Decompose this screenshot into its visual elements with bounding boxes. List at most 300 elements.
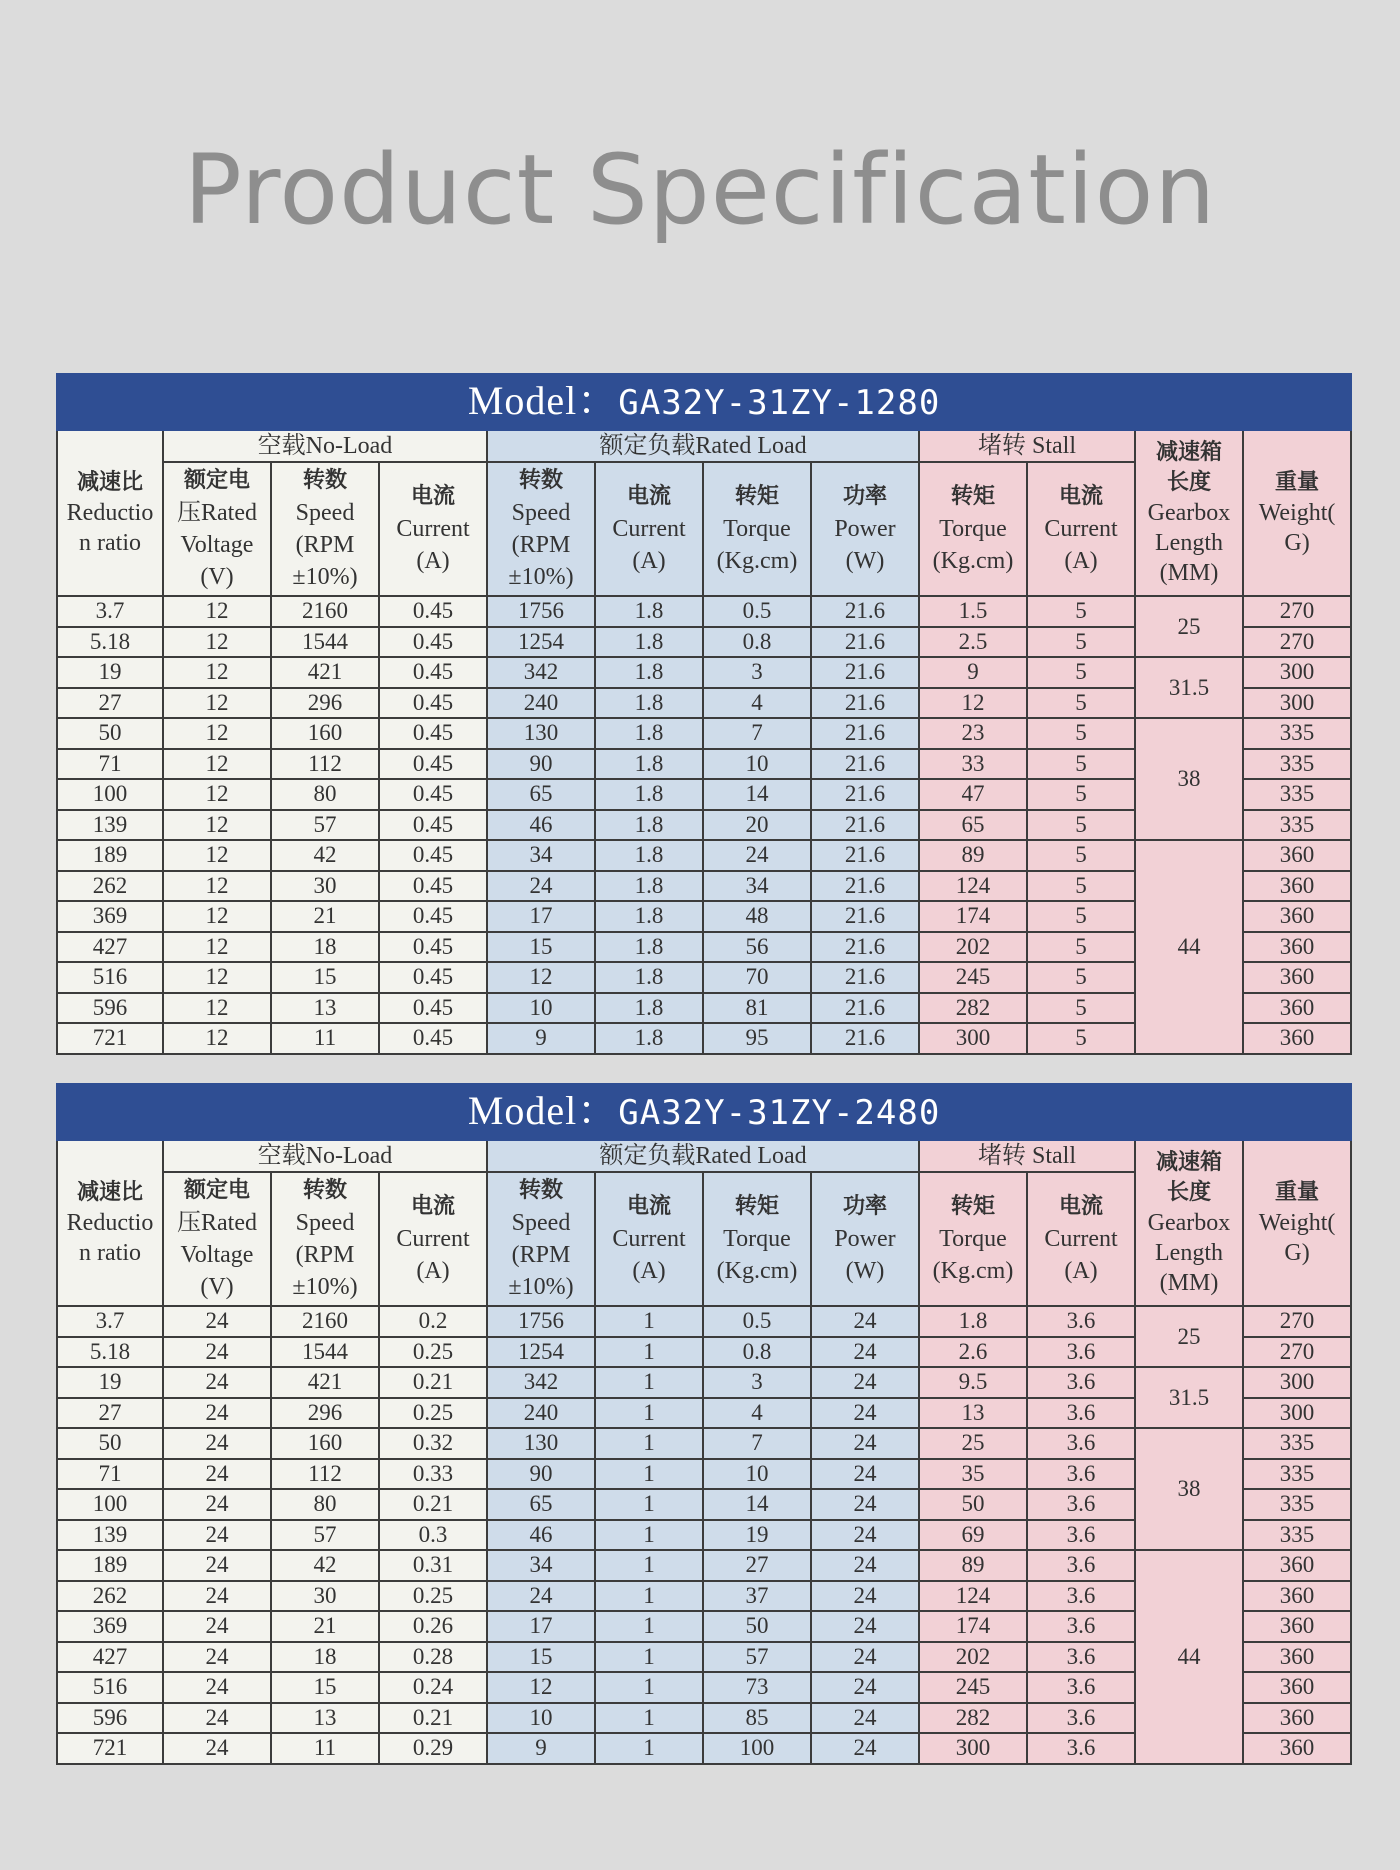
table-cell: 42 — [271, 1550, 379, 1581]
header-rated-speed-line: 转数 — [518, 1178, 563, 1203]
table-cell: 15 — [271, 962, 379, 993]
weight-cell: 360 — [1243, 932, 1351, 963]
group-rated-load: 额定负载Rated Load — [487, 1140, 919, 1172]
header-stall-torque — [919, 462, 1027, 596]
table-cell: 1.8 — [595, 810, 703, 841]
table-cell: 5 — [1027, 993, 1135, 1024]
group-header-row — [57, 1140, 1351, 1172]
header-rated-torque — [703, 462, 811, 596]
table-cell: 0.21 — [379, 1489, 487, 1520]
weight-cell: 270 — [1243, 1337, 1351, 1368]
table-cell: 1.8 — [595, 1023, 703, 1054]
table-cell: 1 — [595, 1550, 703, 1581]
model-code: GA32Y-31ZY-1280 — [618, 383, 941, 423]
header-no-load-speed-line: 转数 — [302, 1178, 347, 1203]
table-cell: 24 — [811, 1672, 919, 1703]
table-cell: 2160 — [271, 596, 379, 627]
header-reduction-ratio-line: 减速比 — [76, 470, 143, 495]
weight-cell: 360 — [1243, 901, 1351, 932]
table-cell: 15 — [271, 1672, 379, 1703]
table-cell: 5 — [1027, 749, 1135, 780]
table-cell: 3.6 — [1027, 1520, 1135, 1551]
header-no-load-speed-line: Speed — [295, 500, 355, 526]
table-cell: 12 — [163, 779, 271, 810]
table-cell: 721 — [57, 1733, 163, 1764]
table-cell: 24 — [163, 1398, 271, 1429]
table-cell: 112 — [271, 749, 379, 780]
table-cell: 3.6 — [1027, 1672, 1135, 1703]
table-cell: 24 — [163, 1428, 271, 1459]
group-header-row — [57, 430, 1351, 462]
table-cell: 57 — [703, 1642, 811, 1673]
header-no-load-speed-line: ±10%) — [292, 564, 358, 590]
table-cell: 24 — [163, 1337, 271, 1368]
table-cell: 1756 — [487, 1306, 595, 1337]
weight-cell: 300 — [1243, 1398, 1351, 1429]
table-cell: 47 — [919, 779, 1027, 810]
header-gearbox-length-line: 减速箱 — [1155, 1150, 1222, 1175]
header-reduction-ratio-line: 减速比 — [76, 1180, 143, 1205]
table-cell: 12 — [163, 901, 271, 932]
table-cell: 21.6 — [811, 1023, 919, 1054]
table-cell: 1544 — [271, 627, 379, 658]
header-reduction-ratio-line: Reductio — [66, 1210, 154, 1236]
table-cell: 15 — [487, 932, 595, 963]
header-rated-power-line: Power — [834, 516, 896, 542]
table-cell: 24 — [163, 1306, 271, 1337]
weight-cell: 300 — [1243, 688, 1351, 719]
table-cell: 12 — [163, 871, 271, 902]
header-no-load-speed — [271, 1172, 379, 1306]
header-stall-torque-line: (Kg.cm) — [932, 1258, 1014, 1284]
table-cell: 24 — [163, 1672, 271, 1703]
model-code: GA32Y-31ZY-2480 — [618, 1093, 941, 1133]
header-rated-voltage-line: (V) — [200, 564, 234, 590]
table-cell: 24 — [163, 1642, 271, 1673]
header-stall-current-line: Current — [1044, 1226, 1118, 1252]
table-cell: 24 — [811, 1489, 919, 1520]
header-rated-voltage-line: 额定电 — [183, 468, 250, 493]
table-cell: 24 — [811, 1642, 919, 1673]
weight-cell: 360 — [1243, 840, 1351, 871]
weight-cell: 360 — [1243, 1703, 1351, 1734]
header-rated-voltage-line: Voltage — [180, 532, 254, 558]
table-cell: 0.45 — [379, 1023, 487, 1054]
table-cell: 1 — [595, 1733, 703, 1764]
header-no-load-current-line: 电流 — [410, 484, 455, 509]
header-no-load-current — [379, 1172, 487, 1306]
spec-table-block-1 — [56, 373, 1344, 1055]
table-cell: 3.7 — [57, 596, 163, 627]
table-cell: 3.6 — [1027, 1642, 1135, 1673]
table-cell: 7 — [703, 718, 811, 749]
table-cell: 65 — [487, 779, 595, 810]
table-cell: 30 — [271, 1581, 379, 1612]
table-cell: 202 — [919, 932, 1027, 963]
table-cell: 9.5 — [919, 1367, 1027, 1398]
table-cell: 24 — [811, 1703, 919, 1734]
table-cell: 57 — [271, 810, 379, 841]
table-cell: 516 — [57, 962, 163, 993]
model-title — [57, 1084, 1351, 1140]
table-cell: 24 — [163, 1489, 271, 1520]
table-cell: 1.8 — [595, 657, 703, 688]
table-cell: 0.8 — [703, 1337, 811, 1368]
header-gearbox-length-line: 长度 — [1166, 1180, 1211, 1205]
table-cell: 12 — [487, 962, 595, 993]
table-cell: 0.45 — [379, 840, 487, 871]
header-stall-torque-line: Torque — [939, 516, 1007, 542]
table-row — [57, 1367, 1351, 1398]
table-cell: 0.5 — [703, 1306, 811, 1337]
weight-cell: 335 — [1243, 1520, 1351, 1551]
table-cell: 262 — [57, 1581, 163, 1612]
table-cell: 24 — [163, 1703, 271, 1734]
header-no-load-speed-line: (RPM — [295, 532, 355, 558]
table-cell: 24 — [811, 1398, 919, 1429]
table-cell: 21.6 — [811, 840, 919, 871]
table-cell: 73 — [703, 1672, 811, 1703]
table-cell: 0.45 — [379, 688, 487, 719]
table-cell: 300 — [919, 1023, 1027, 1054]
header-rated-speed-line: ±10%) — [508, 564, 574, 590]
table-cell: 24 — [811, 1428, 919, 1459]
table-cell: 21.6 — [811, 688, 919, 719]
table-cell: 12 — [163, 657, 271, 688]
model-title — [57, 374, 1351, 430]
table-cell: 46 — [487, 810, 595, 841]
header-stall-current-line: (A) — [1064, 1258, 1098, 1284]
table-cell: 1.8 — [595, 871, 703, 902]
header-rated-current-line: (A) — [632, 548, 666, 574]
table-cell: 0.25 — [379, 1581, 487, 1612]
table-cell: 0.45 — [379, 932, 487, 963]
table-cell: 2.6 — [919, 1337, 1027, 1368]
table-cell: 9 — [487, 1733, 595, 1764]
weight-cell: 360 — [1243, 1611, 1351, 1642]
header-rated-torque-line: Torque — [723, 516, 791, 542]
table-cell: 34 — [487, 1550, 595, 1581]
table-cell: 11 — [271, 1023, 379, 1054]
table-cell: 5 — [1027, 840, 1135, 871]
weight-cell: 360 — [1243, 1023, 1351, 1054]
table-cell: 296 — [271, 1398, 379, 1429]
header-reduction-ratio-line: n ratio — [79, 530, 141, 556]
table-cell: 21.6 — [811, 810, 919, 841]
table-cell: 5 — [1027, 657, 1135, 688]
table-cell: 1.8 — [595, 749, 703, 780]
spec-table-block-2 — [56, 1083, 1344, 1765]
header-rated-power — [811, 1172, 919, 1306]
gearbox-length-cell: 44 — [1135, 840, 1243, 1054]
table-cell: 24 — [163, 1611, 271, 1642]
table-cell: 21.6 — [811, 871, 919, 902]
table-cell: 24 — [703, 840, 811, 871]
table-cell: 24 — [811, 1306, 919, 1337]
spec-table — [56, 1083, 1352, 1765]
table-cell: 0.8 — [703, 627, 811, 658]
table-cell: 12 — [163, 688, 271, 719]
table-cell: 13 — [919, 1398, 1027, 1429]
weight-cell: 300 — [1243, 657, 1351, 688]
group-stall: 堵转 Stall — [919, 1140, 1135, 1172]
header-rated-current-line: (A) — [632, 1258, 666, 1284]
table-cell: 0.31 — [379, 1550, 487, 1581]
table-cell: 3.6 — [1027, 1733, 1135, 1764]
table-cell: 1 — [595, 1459, 703, 1490]
weight-cell: 360 — [1243, 1733, 1351, 1764]
table-cell: 12 — [163, 810, 271, 841]
table-row — [57, 1306, 1351, 1337]
table-cell: 5 — [1027, 871, 1135, 902]
header-rated-torque-line: 转矩 — [734, 484, 779, 509]
table-cell: 1.8 — [919, 1306, 1027, 1337]
header-no-load-current-line: 电流 — [410, 1194, 455, 1219]
table-cell: 10 — [487, 993, 595, 1024]
table-cell: 0.45 — [379, 962, 487, 993]
table-cell: 11 — [271, 1733, 379, 1764]
header-reduction-ratio-line: Reductio — [66, 500, 154, 526]
table-cell: 46 — [487, 1520, 595, 1551]
header-rated-speed-line: Speed — [511, 500, 571, 526]
table-cell: 23 — [919, 718, 1027, 749]
table-cell: 1.8 — [595, 962, 703, 993]
table-cell: 3 — [703, 657, 811, 688]
table-cell: 5 — [1027, 962, 1135, 993]
header-weight — [1243, 1140, 1351, 1306]
table-cell: 1.8 — [595, 779, 703, 810]
table-cell: 0.3 — [379, 1520, 487, 1551]
header-rated-torque-line: 转矩 — [734, 1194, 779, 1219]
header-gearbox-length-line: Length — [1155, 1240, 1223, 1266]
gearbox-length-cell: 38 — [1135, 1428, 1243, 1550]
table-cell: 596 — [57, 993, 163, 1024]
table-cell: 421 — [271, 1367, 379, 1398]
header-gearbox-length-line: 减速箱 — [1155, 440, 1222, 465]
table-cell: 1 — [595, 1428, 703, 1459]
table-cell: 21.6 — [811, 901, 919, 932]
header-no-load-speed-line: Speed — [295, 1210, 355, 1236]
header-rated-power-line: Power — [834, 1226, 896, 1252]
table-cell: 0.45 — [379, 718, 487, 749]
table-cell: 12 — [163, 1023, 271, 1054]
weight-cell: 335 — [1243, 779, 1351, 810]
table-cell: 0.25 — [379, 1337, 487, 1368]
table-cell: 14 — [703, 1489, 811, 1520]
table-cell: 24 — [163, 1581, 271, 1612]
table-cell: 0.21 — [379, 1367, 487, 1398]
gearbox-length-cell: 31.5 — [1135, 657, 1243, 718]
table-cell: 42 — [271, 840, 379, 871]
table-cell: 34 — [703, 871, 811, 902]
header-gearbox-length-line: (MM) — [1159, 560, 1219, 586]
header-stall-torque-line: 转矩 — [950, 484, 995, 509]
table-cell: 9 — [487, 1023, 595, 1054]
header-gearbox-length-line: Length — [1155, 530, 1223, 556]
model-row — [57, 1084, 1351, 1140]
header-weight-line: 重量 — [1275, 1180, 1320, 1205]
table-cell: 124 — [919, 871, 1027, 902]
table-cell: 30 — [271, 871, 379, 902]
header-rated-current-line: Current — [612, 516, 686, 542]
table-cell: 240 — [487, 688, 595, 719]
table-cell: 1 — [595, 1672, 703, 1703]
table-cell: 1.8 — [595, 840, 703, 871]
header-rated-current-line: 电流 — [626, 484, 671, 509]
table-cell: 57 — [271, 1520, 379, 1551]
weight-cell: 300 — [1243, 1367, 1351, 1398]
header-stall-current-line: (A) — [1064, 548, 1098, 574]
table-cell: 21 — [271, 901, 379, 932]
table-cell: 1 — [595, 1367, 703, 1398]
table-cell: 721 — [57, 1023, 163, 1054]
header-stall-current — [1027, 1172, 1135, 1306]
table-cell: 245 — [919, 962, 1027, 993]
weight-cell: 360 — [1243, 962, 1351, 993]
header-rated-voltage-line: 压Rated — [177, 1210, 257, 1236]
table-cell: 5.18 — [57, 1337, 163, 1368]
table-cell: 12 — [487, 1672, 595, 1703]
table-cell: 596 — [57, 1703, 163, 1734]
table-cell: 12 — [163, 627, 271, 658]
weight-cell: 335 — [1243, 1459, 1351, 1490]
table-cell: 3.6 — [1027, 1459, 1135, 1490]
weight-cell: 335 — [1243, 718, 1351, 749]
table-cell: 0.33 — [379, 1459, 487, 1490]
weight-cell: 360 — [1243, 1672, 1351, 1703]
weight-cell: 360 — [1243, 1550, 1351, 1581]
table-cell: 24 — [811, 1611, 919, 1642]
table-cell: 0.45 — [379, 779, 487, 810]
table-cell: 89 — [919, 1550, 1027, 1581]
table-cell: 19 — [57, 657, 163, 688]
table-cell: 89 — [919, 840, 1027, 871]
table-cell: 240 — [487, 1398, 595, 1429]
table-cell: 245 — [919, 1672, 1027, 1703]
group-rated-load: 额定负载Rated Load — [487, 430, 919, 462]
header-stall-torque-line: (Kg.cm) — [932, 548, 1014, 574]
table-cell: 50 — [703, 1611, 811, 1642]
table-cell: 69 — [919, 1520, 1027, 1551]
table-cell: 35 — [919, 1459, 1027, 1490]
table-cell: 5 — [1027, 688, 1135, 719]
table-cell: 24 — [811, 1520, 919, 1551]
table-cell: 174 — [919, 1611, 1027, 1642]
table-cell: 12 — [163, 932, 271, 963]
table-cell: 81 — [703, 993, 811, 1024]
header-rated-torque-line: (Kg.cm) — [716, 548, 798, 574]
header-rated-voltage-line: (V) — [200, 1274, 234, 1300]
table-cell: 5 — [1027, 1023, 1135, 1054]
table-cell: 24 — [163, 1459, 271, 1490]
table-cell: 24 — [811, 1459, 919, 1490]
gearbox-length-cell: 38 — [1135, 718, 1243, 840]
table-cell: 10 — [703, 749, 811, 780]
table-cell: 25 — [919, 1428, 1027, 1459]
header-rated-voltage-line: 压Rated — [177, 500, 257, 526]
table-cell: 24 — [811, 1733, 919, 1764]
table-cell: 17 — [487, 1611, 595, 1642]
table-cell: 0.24 — [379, 1672, 487, 1703]
table-cell: 1.8 — [595, 993, 703, 1024]
header-rated-power — [811, 462, 919, 596]
table-cell: 0.26 — [379, 1611, 487, 1642]
table-cell: 342 — [487, 657, 595, 688]
header-rated-speed-line: (RPM — [511, 532, 571, 558]
table-cell: 18 — [271, 1642, 379, 1673]
header-stall-torque — [919, 1172, 1027, 1306]
header-rated-torque-line: Torque — [723, 1226, 791, 1252]
table-cell: 369 — [57, 1611, 163, 1642]
table-cell: 70 — [703, 962, 811, 993]
header-no-load-speed-line: ±10%) — [292, 1274, 358, 1300]
table-cell: 33 — [919, 749, 1027, 780]
table-cell: 1 — [595, 1337, 703, 1368]
table-cell: 1 — [595, 1642, 703, 1673]
table-cell: 1254 — [487, 627, 595, 658]
header-rated-power-line: 功率 — [842, 1194, 887, 1219]
table-cell: 296 — [271, 688, 379, 719]
header-rated-speed — [487, 1172, 595, 1306]
table-cell: 5.18 — [57, 627, 163, 658]
gearbox-length-cell: 44 — [1135, 1550, 1243, 1764]
table-cell: 21.6 — [811, 962, 919, 993]
table-cell: 21.6 — [811, 993, 919, 1024]
table-cell: 1 — [595, 1581, 703, 1612]
table-cell: 90 — [487, 1459, 595, 1490]
table-cell: 4 — [703, 1398, 811, 1429]
header-no-load-current-line: (A) — [416, 548, 450, 574]
group-no-load: 空载No-Load — [163, 430, 487, 462]
table-cell: 1 — [595, 1520, 703, 1551]
table-cell: 427 — [57, 932, 163, 963]
weight-cell: 360 — [1243, 1642, 1351, 1673]
table-cell: 21 — [271, 1611, 379, 1642]
table-cell: 14 — [703, 779, 811, 810]
weight-cell: 360 — [1243, 1581, 1351, 1612]
header-gearbox-length-line: Gearbox — [1147, 1210, 1231, 1236]
group-stall: 堵转 Stall — [919, 430, 1135, 462]
header-stall-current — [1027, 462, 1135, 596]
table-cell: 37 — [703, 1581, 811, 1612]
table-cell: 124 — [919, 1581, 1027, 1612]
header-stall-current-line: 电流 — [1058, 484, 1103, 509]
table-cell: 80 — [271, 1489, 379, 1520]
table-cell: 300 — [919, 1733, 1027, 1764]
table-cell: 65 — [919, 810, 1027, 841]
table-cell: 0.45 — [379, 749, 487, 780]
header-rated-power-line: 功率 — [842, 484, 887, 509]
header-rated-voltage — [163, 1172, 271, 1306]
table-cell: 4 — [703, 688, 811, 719]
table-cell: 19 — [57, 1367, 163, 1398]
table-cell: 71 — [57, 749, 163, 780]
table-cell: 100 — [703, 1733, 811, 1764]
table-cell: 27 — [57, 1398, 163, 1429]
table-cell: 0.25 — [379, 1398, 487, 1429]
table-cell: 3.6 — [1027, 1703, 1135, 1734]
header-gearbox-length — [1135, 1140, 1243, 1306]
table-cell: 24 — [163, 1367, 271, 1398]
table-cell: 1.8 — [595, 718, 703, 749]
table-cell: 27 — [703, 1550, 811, 1581]
table-cell: 34 — [487, 840, 595, 871]
table-cell: 2160 — [271, 1306, 379, 1337]
table-cell: 139 — [57, 810, 163, 841]
table-cell: 1.8 — [595, 688, 703, 719]
table-cell: 56 — [703, 932, 811, 963]
group-no-load: 空载No-Load — [163, 1140, 487, 1172]
